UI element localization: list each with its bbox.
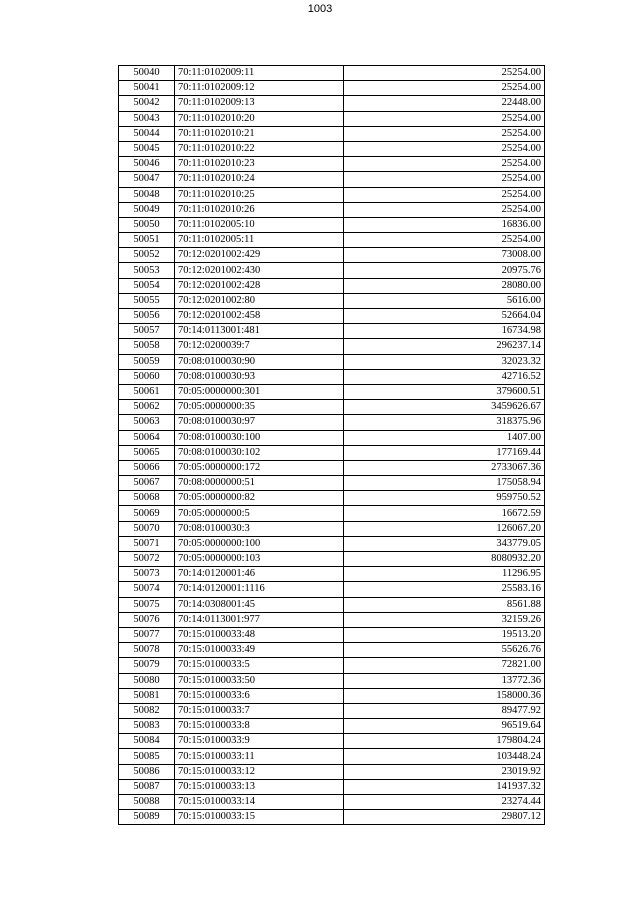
cadastral-number-cell: 70:05:0000000:5 bbox=[175, 506, 344, 521]
row-number-cell: 50078 bbox=[119, 643, 175, 658]
table-row bbox=[119, 202, 545, 217]
value-cell: 141937.32 bbox=[344, 779, 545, 794]
cadastral-number-cell: 70:15:0100033:15 bbox=[175, 810, 344, 825]
table-row bbox=[119, 384, 545, 399]
value-cell: 25254.00 bbox=[344, 111, 545, 126]
value-cell: 55626.76 bbox=[344, 643, 545, 658]
row-number-cell: 50071 bbox=[119, 536, 175, 551]
cadastral-number-cell: 70:15:0100033:7 bbox=[175, 703, 344, 718]
row-number-cell: 50076 bbox=[119, 612, 175, 627]
row-number-cell: 50073 bbox=[119, 567, 175, 582]
cadastral-number-cell: 70:11:0102009:12 bbox=[175, 81, 344, 96]
row-number-cell: 50059 bbox=[119, 354, 175, 369]
table-row bbox=[119, 66, 545, 81]
row-number-cell: 50087 bbox=[119, 779, 175, 794]
row-number-cell: 50069 bbox=[119, 506, 175, 521]
row-number-cell: 50064 bbox=[119, 430, 175, 445]
value-cell: 13772.36 bbox=[344, 673, 545, 688]
row-number-cell: 50068 bbox=[119, 491, 175, 506]
cadastral-number-cell: 70:14:0113001:481 bbox=[175, 324, 344, 339]
cadastral-number-cell: 70:15:0100033:48 bbox=[175, 627, 344, 642]
value-cell: 175058.94 bbox=[344, 476, 545, 491]
cadastral-number-cell: 70:11:0102010:26 bbox=[175, 202, 344, 217]
cadastral-number-cell: 70:15:0100033:5 bbox=[175, 658, 344, 673]
table-row bbox=[119, 491, 545, 506]
value-cell: 72821.00 bbox=[344, 658, 545, 673]
value-cell: 11296.95 bbox=[344, 567, 545, 582]
table-row bbox=[119, 126, 545, 141]
table-body bbox=[119, 66, 545, 825]
row-number-cell: 50062 bbox=[119, 400, 175, 415]
value-cell: 103448.24 bbox=[344, 749, 545, 764]
value-cell: 29807.12 bbox=[344, 810, 545, 825]
table-row bbox=[119, 597, 545, 612]
value-cell: 22448.00 bbox=[344, 96, 545, 111]
table-row bbox=[119, 764, 545, 779]
value-cell: 23019.92 bbox=[344, 764, 545, 779]
cadastral-number-cell: 70:14:0308001:45 bbox=[175, 597, 344, 612]
table-row bbox=[119, 172, 545, 187]
cadastral-number-cell: 70:08:0100030:97 bbox=[175, 415, 344, 430]
table-row bbox=[119, 415, 545, 430]
row-number-cell: 50061 bbox=[119, 384, 175, 399]
value-cell: 25583.16 bbox=[344, 582, 545, 597]
table-row bbox=[119, 810, 545, 825]
row-number-cell: 50055 bbox=[119, 293, 175, 308]
cadastral-number-cell: 70:05:0000000:35 bbox=[175, 400, 344, 415]
cadastral-number-cell: 70:15:0100033:14 bbox=[175, 795, 344, 810]
cadastral-number-cell: 70:12:0200039:7 bbox=[175, 339, 344, 354]
table-row bbox=[119, 795, 545, 810]
row-number-cell: 50047 bbox=[119, 172, 175, 187]
row-number-cell: 50046 bbox=[119, 157, 175, 172]
table-row bbox=[119, 521, 545, 536]
cadastral-number-cell: 70:15:0100033:8 bbox=[175, 719, 344, 734]
cadastral-number-cell: 70:05:0000000:172 bbox=[175, 460, 344, 475]
cadastral-number-cell: 70:05:0000000:100 bbox=[175, 536, 344, 551]
value-cell: 25254.00 bbox=[344, 187, 545, 202]
table-row bbox=[119, 293, 545, 308]
value-cell: 126067.20 bbox=[344, 521, 545, 536]
cadastral-number-cell: 70:15:0100033:49 bbox=[175, 643, 344, 658]
row-number-cell: 50066 bbox=[119, 460, 175, 475]
table-row bbox=[119, 734, 545, 749]
row-number-cell: 50051 bbox=[119, 233, 175, 248]
cadastral-number-cell: 70:08:0100030:3 bbox=[175, 521, 344, 536]
row-number-cell: 50042 bbox=[119, 96, 175, 111]
cadastral-number-cell: 70:12:0201002:458 bbox=[175, 309, 344, 324]
table-row bbox=[119, 369, 545, 384]
cadastral-number-cell: 70:11:0102010:24 bbox=[175, 172, 344, 187]
cadastral-number-cell: 70:11:0102005:11 bbox=[175, 233, 344, 248]
table-row bbox=[119, 217, 545, 232]
cadastral-number-cell: 70:11:0102010:23 bbox=[175, 157, 344, 172]
table-row bbox=[119, 779, 545, 794]
cadastral-number-cell: 70:12:0201002:430 bbox=[175, 263, 344, 278]
value-cell: 16836.00 bbox=[344, 217, 545, 232]
table-row bbox=[119, 643, 545, 658]
row-number-cell: 50048 bbox=[119, 187, 175, 202]
row-number-cell: 50050 bbox=[119, 217, 175, 232]
cadastral-number-cell: 70:15:0100033:50 bbox=[175, 673, 344, 688]
value-cell: 25254.00 bbox=[344, 202, 545, 217]
table-row bbox=[119, 157, 545, 172]
value-cell: 23274.44 bbox=[344, 795, 545, 810]
table-row bbox=[119, 430, 545, 445]
cadastral-number-cell: 70:11:0102010:20 bbox=[175, 111, 344, 126]
row-number-cell: 50040 bbox=[119, 66, 175, 81]
row-number-cell: 50085 bbox=[119, 749, 175, 764]
value-cell: 16672.59 bbox=[344, 506, 545, 521]
cadastral-number-cell: 70:15:0100033:11 bbox=[175, 749, 344, 764]
cadastral-number-cell: 70:15:0100033:13 bbox=[175, 779, 344, 794]
cadastral-number-cell: 70:05:0000000:301 bbox=[175, 384, 344, 399]
table-row bbox=[119, 552, 545, 567]
value-cell: 25254.00 bbox=[344, 126, 545, 141]
cadastral-number-cell: 70:08:0100030:102 bbox=[175, 445, 344, 460]
cadastral-number-cell: 70:11:0102009:11 bbox=[175, 66, 344, 81]
row-number-cell: 50082 bbox=[119, 703, 175, 718]
value-cell: 25254.00 bbox=[344, 66, 545, 81]
table-row bbox=[119, 749, 545, 764]
table-row bbox=[119, 96, 545, 111]
row-number-cell: 50070 bbox=[119, 521, 175, 536]
value-cell: 42716.52 bbox=[344, 369, 545, 384]
row-number-cell: 50084 bbox=[119, 734, 175, 749]
row-number-cell: 50044 bbox=[119, 126, 175, 141]
cadastral-number-cell: 70:11:0102005:10 bbox=[175, 217, 344, 232]
table-row bbox=[119, 309, 545, 324]
table-row bbox=[119, 339, 545, 354]
value-cell: 52664.04 bbox=[344, 309, 545, 324]
row-number-cell: 50083 bbox=[119, 719, 175, 734]
value-cell: 16734.98 bbox=[344, 324, 545, 339]
table-row bbox=[119, 248, 545, 263]
row-number-cell: 50079 bbox=[119, 658, 175, 673]
table-row bbox=[119, 506, 545, 521]
registry-table bbox=[118, 65, 545, 825]
cadastral-number-cell: 70:11:0102010:21 bbox=[175, 126, 344, 141]
value-cell: 379600.51 bbox=[344, 384, 545, 399]
value-cell: 19513.20 bbox=[344, 627, 545, 642]
value-cell: 158000.36 bbox=[344, 688, 545, 703]
cadastral-number-cell: 70:08:0100030:90 bbox=[175, 354, 344, 369]
cadastral-number-cell: 70:12:0201002:429 bbox=[175, 248, 344, 263]
cadastral-number-cell: 70:08:0000000:51 bbox=[175, 476, 344, 491]
table-row bbox=[119, 354, 545, 369]
value-cell: 318375.96 bbox=[344, 415, 545, 430]
value-cell: 73008.00 bbox=[344, 248, 545, 263]
table-row bbox=[119, 141, 545, 156]
row-number-cell: 50045 bbox=[119, 141, 175, 156]
table-row bbox=[119, 278, 545, 293]
table-row bbox=[119, 703, 545, 718]
row-number-cell: 50049 bbox=[119, 202, 175, 217]
table-row bbox=[119, 81, 545, 96]
table-row bbox=[119, 476, 545, 491]
table-row bbox=[119, 582, 545, 597]
value-cell: 8080932.20 bbox=[344, 552, 545, 567]
table-row bbox=[119, 658, 545, 673]
value-cell: 2733067.36 bbox=[344, 460, 545, 475]
cadastral-number-cell: 70:08:0100030:100 bbox=[175, 430, 344, 445]
row-number-cell: 50075 bbox=[119, 597, 175, 612]
value-cell: 20975.76 bbox=[344, 263, 545, 278]
table-row bbox=[119, 445, 545, 460]
row-number-cell: 50052 bbox=[119, 248, 175, 263]
cadastral-number-cell: 70:11:0102010:22 bbox=[175, 141, 344, 156]
value-cell: 25254.00 bbox=[344, 141, 545, 156]
cadastral-number-cell: 70:12:0201002:428 bbox=[175, 278, 344, 293]
row-number-cell: 50072 bbox=[119, 552, 175, 567]
row-number-cell: 50065 bbox=[119, 445, 175, 460]
cadastral-number-cell: 70:11:0102009:13 bbox=[175, 96, 344, 111]
value-cell: 296237.14 bbox=[344, 339, 545, 354]
value-cell: 25254.00 bbox=[344, 157, 545, 172]
row-number-cell: 50077 bbox=[119, 627, 175, 642]
table-row bbox=[119, 536, 545, 551]
value-cell: 177169.44 bbox=[344, 445, 545, 460]
row-number-cell: 50088 bbox=[119, 795, 175, 810]
row-number-cell: 50081 bbox=[119, 688, 175, 703]
value-cell: 5616.00 bbox=[344, 293, 545, 308]
cadastral-number-cell: 70:05:0000000:82 bbox=[175, 491, 344, 506]
value-cell: 96519.64 bbox=[344, 719, 545, 734]
row-number-cell: 50057 bbox=[119, 324, 175, 339]
value-cell: 25254.00 bbox=[344, 172, 545, 187]
cadastral-number-cell: 70:15:0100033:12 bbox=[175, 764, 344, 779]
table-row bbox=[119, 263, 545, 278]
row-number-cell: 50080 bbox=[119, 673, 175, 688]
value-cell: 343779.05 bbox=[344, 536, 545, 551]
table-row bbox=[119, 111, 545, 126]
value-cell: 28080.00 bbox=[344, 278, 545, 293]
table-row bbox=[119, 460, 545, 475]
cadastral-number-cell: 70:12:0201002:80 bbox=[175, 293, 344, 308]
cadastral-number-cell: 70:14:0120001:46 bbox=[175, 567, 344, 582]
table-row bbox=[119, 187, 545, 202]
table-row bbox=[119, 324, 545, 339]
row-number-cell: 50056 bbox=[119, 309, 175, 324]
value-cell: 8561.88 bbox=[344, 597, 545, 612]
value-cell: 959750.52 bbox=[344, 491, 545, 506]
table-row bbox=[119, 567, 545, 582]
cadastral-number-cell: 70:15:0100033:9 bbox=[175, 734, 344, 749]
table-row bbox=[119, 400, 545, 415]
value-cell: 32159.26 bbox=[344, 612, 545, 627]
value-cell: 25254.00 bbox=[344, 233, 545, 248]
row-number-cell: 50067 bbox=[119, 476, 175, 491]
table-row bbox=[119, 627, 545, 642]
row-number-cell: 50054 bbox=[119, 278, 175, 293]
row-number-cell: 50041 bbox=[119, 81, 175, 96]
row-number-cell: 50053 bbox=[119, 263, 175, 278]
row-number-cell: 50058 bbox=[119, 339, 175, 354]
value-cell: 25254.00 bbox=[344, 81, 545, 96]
row-number-cell: 50060 bbox=[119, 369, 175, 384]
cadastral-number-cell: 70:14:0120001:1116 bbox=[175, 582, 344, 597]
cadastral-number-cell: 70:15:0100033:6 bbox=[175, 688, 344, 703]
cadastral-number-cell: 70:11:0102010:25 bbox=[175, 187, 344, 202]
table-row bbox=[119, 719, 545, 734]
value-cell: 179804.24 bbox=[344, 734, 545, 749]
cadastral-number-cell: 70:08:0100030:93 bbox=[175, 369, 344, 384]
table-row bbox=[119, 233, 545, 248]
row-number-cell: 50043 bbox=[119, 111, 175, 126]
page-number: 1003 bbox=[307, 3, 333, 15]
row-number-cell: 50063 bbox=[119, 415, 175, 430]
cadastral-number-cell: 70:05:0000000:103 bbox=[175, 552, 344, 567]
row-number-cell: 50074 bbox=[119, 582, 175, 597]
value-cell: 1407.00 bbox=[344, 430, 545, 445]
cadastral-number-cell: 70:14:0113001:977 bbox=[175, 612, 344, 627]
row-number-cell: 50089 bbox=[119, 810, 175, 825]
row-number-cell: 50086 bbox=[119, 764, 175, 779]
value-cell: 3459626.67 bbox=[344, 400, 545, 415]
value-cell: 32023.32 bbox=[344, 354, 545, 369]
table-row bbox=[119, 688, 545, 703]
value-cell: 89477.92 bbox=[344, 703, 545, 718]
table-row bbox=[119, 612, 545, 627]
table-row bbox=[119, 673, 545, 688]
